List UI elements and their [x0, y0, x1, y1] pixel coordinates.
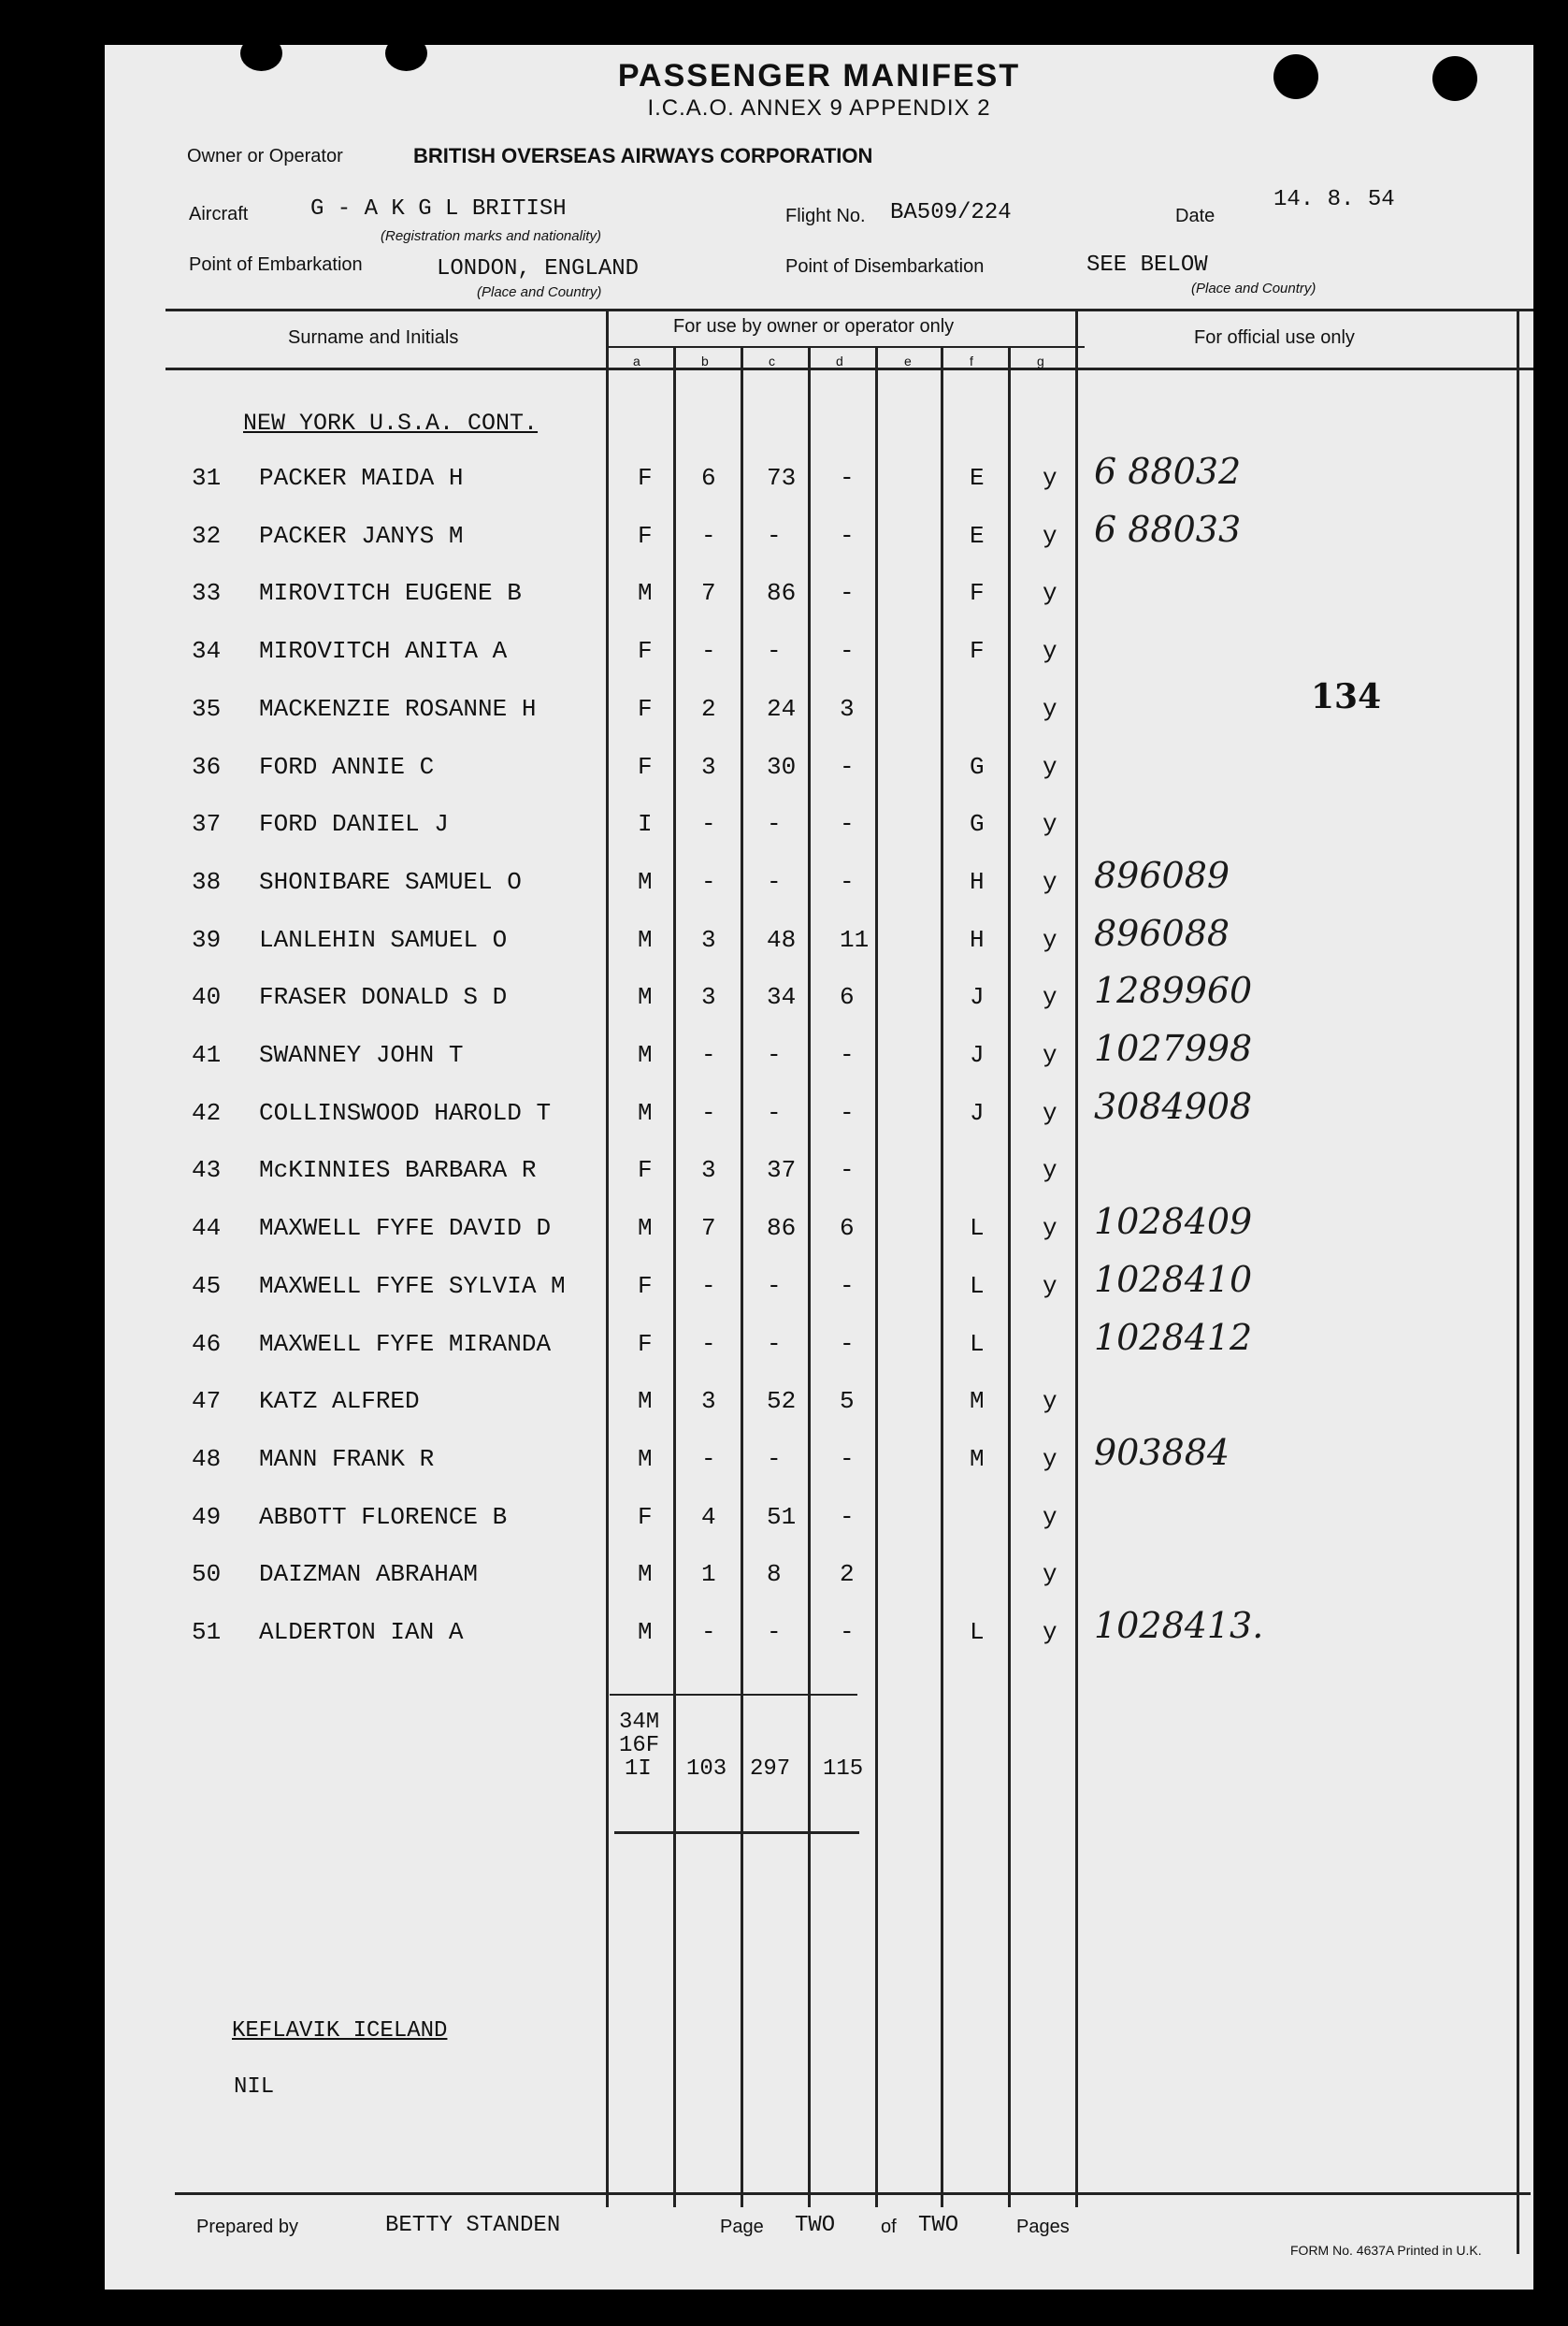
table-row: [105, 1201, 1533, 1251]
row-number: 50: [192, 1560, 222, 1589]
passenger-name: McKINNIES BARBARA R: [259, 1156, 537, 1185]
col-g-value: y: [1043, 637, 1057, 666]
subcol-e: e: [904, 354, 912, 368]
col-a-value: F: [638, 1271, 653, 1300]
col-c-value: -: [767, 1329, 782, 1358]
col-b-value: -: [701, 1618, 716, 1646]
col-c-value: 86: [767, 1214, 797, 1243]
col-b-value: -: [701, 521, 716, 550]
col-a-value: M: [638, 579, 653, 608]
subcol-b: b: [701, 354, 709, 368]
col-c-value: 8: [767, 1560, 782, 1589]
row-number: 42: [192, 1098, 222, 1127]
col-g-value: y: [1043, 521, 1057, 550]
passenger-name: LANLEHIN SAMUEL O: [259, 925, 508, 954]
col-b-value: -: [701, 1271, 716, 1300]
subcol-c: c: [769, 354, 775, 368]
disembarkation-value: SEE BELOW: [1086, 253, 1208, 278]
table-row: [105, 579, 1533, 616]
col-c-value: -: [767, 1098, 782, 1127]
col-d-value: -: [840, 637, 855, 666]
col-d-value: 11: [840, 925, 870, 954]
operator-header: For use by owner or operator only: [673, 316, 955, 337]
row-number: 31: [192, 464, 222, 492]
col-d-value: 6: [840, 983, 855, 1012]
prepared-value: BETTY STANDEN: [385, 2213, 561, 2238]
col-a-value: M: [638, 867, 653, 896]
col-b-value: 6: [701, 464, 716, 492]
passenger-name: PACKER JANYS M: [259, 521, 464, 550]
total-female: 16F: [619, 1733, 660, 1758]
col-d-value: -: [840, 1098, 855, 1127]
col-a-value: F: [638, 464, 653, 492]
col-b-value: 3: [701, 1156, 716, 1185]
passenger-name: ABBOTT FLORENCE B: [259, 1502, 508, 1531]
col-a-value: F: [638, 637, 653, 666]
passenger-name: MAXWELL FYFE DAVID D: [259, 1214, 552, 1243]
col-b-value: -: [701, 637, 716, 666]
col-d-value: -: [840, 1618, 855, 1646]
subcol-f: f: [970, 354, 973, 368]
subcol-g: g: [1037, 354, 1044, 368]
col-f-value: L: [970, 1214, 985, 1243]
col-a-value: I: [638, 810, 653, 839]
col-d-value: 5: [840, 1387, 855, 1416]
passenger-name: FORD ANNIE C: [259, 752, 435, 781]
col-b-value: -: [701, 1041, 716, 1069]
disembarkation-note: (Place and Country): [1191, 281, 1316, 296]
col-a-value: M: [638, 1618, 653, 1646]
table-row: [105, 1085, 1533, 1136]
row-number: 35: [192, 694, 222, 723]
date-label: Date: [1175, 206, 1216, 226]
table-row: [105, 1258, 1533, 1309]
col-c-value: 48: [767, 925, 797, 954]
table-row: [105, 753, 1533, 790]
table-row: [105, 1156, 1533, 1193]
col-g-value: y: [1043, 694, 1057, 723]
col-f-value: G: [970, 752, 985, 781]
passenger-name: DAIZMAN ABRAHAM: [259, 1560, 479, 1589]
of-label: of: [881, 2217, 897, 2237]
handwritten-ticket-number: 6 88032: [1094, 451, 1242, 492]
col-c-value: -: [767, 867, 782, 896]
passenger-name: MIROVITCH EUGENE B: [259, 579, 522, 608]
col-g-value: y: [1043, 464, 1057, 492]
row-number: 37: [192, 810, 222, 839]
table-row: [105, 912, 1533, 963]
col-f-value: M: [970, 1444, 985, 1473]
table-row: [105, 1560, 1533, 1597]
col-c-value: -: [767, 1041, 782, 1069]
col-f-value: F: [970, 637, 985, 666]
passenger-name: SHONIBARE SAMUEL O: [259, 867, 522, 896]
owner-label: Owner or Operator: [187, 146, 343, 166]
col-f-value: H: [970, 867, 985, 896]
col-c-value: 30: [767, 752, 797, 781]
col-g-value: y: [1043, 1041, 1057, 1069]
col-a-value: M: [638, 1098, 653, 1127]
col-a-value: M: [638, 925, 653, 954]
col-a-value: M: [638, 1214, 653, 1243]
handwritten-ticket-number: 1027998: [1094, 1028, 1253, 1069]
col-a-value: F: [638, 521, 653, 550]
col-a-value: M: [638, 1444, 653, 1473]
col-c-value: 52: [767, 1387, 797, 1416]
surname-header: Surname and Initials: [288, 327, 459, 348]
row-number: 38: [192, 867, 222, 896]
passenger-name: MIROVITCH ANITA A: [259, 637, 508, 666]
handwritten-ticket-number: 1028413.: [1094, 1605, 1264, 1646]
col-f-value: L: [970, 1618, 985, 1646]
col-g-value: y: [1043, 1444, 1057, 1473]
passenger-name: COLLINSWOOD HAROLD T: [259, 1098, 552, 1127]
col-d-value: -: [840, 1041, 855, 1069]
table-row: [105, 1605, 1533, 1655]
col-f-value: H: [970, 925, 985, 954]
col-g-value: y: [1043, 1560, 1057, 1589]
col-a-value: F: [638, 694, 653, 723]
col-d-value: 6: [840, 1214, 855, 1243]
row-number: 51: [192, 1618, 222, 1646]
handwritten-ticket-number: 6 88033: [1094, 508, 1242, 550]
passenger-name: FRASER DONALD S D: [259, 983, 508, 1012]
aircraft-value: G - A K G L BRITISH: [310, 196, 567, 222]
page-label: Page: [720, 2217, 764, 2237]
row-number: 39: [192, 925, 222, 954]
row-number: 32: [192, 521, 222, 550]
col-c-value: -: [767, 810, 782, 839]
col-b-value: 4: [701, 1502, 716, 1531]
table-row: [105, 1431, 1533, 1482]
official-header: For official use only: [1194, 327, 1355, 348]
section-heading: NEW YORK U.S.A. CONT.: [243, 410, 539, 437]
col-f-value: J: [970, 1098, 985, 1127]
table-row: [105, 854, 1533, 905]
table-row: [105, 637, 1533, 674]
col-d-value: -: [840, 867, 855, 896]
col-d-value: -: [840, 810, 855, 839]
col-b-value: 3: [701, 1387, 716, 1416]
pages-label: Pages: [1016, 2217, 1070, 2237]
col-f-value: J: [970, 1041, 985, 1069]
subcol-a: a: [633, 354, 640, 368]
col-f-value: G: [970, 810, 985, 839]
col-b-value: 7: [701, 579, 716, 608]
col-a-value: F: [638, 1329, 653, 1358]
total-c: 297: [750, 1756, 791, 1782]
second-section-heading: KEFLAVIK ICELAND: [232, 2018, 448, 2044]
document-subtitle: I.C.A.O. ANNEX 9 APPENDIX 2: [647, 95, 991, 121]
handwritten-ticket-number: 896088: [1094, 912, 1230, 954]
date-value: 14. 8. 54: [1273, 187, 1395, 212]
col-c-value: 24: [767, 694, 797, 723]
passenger-name: MAXWELL FYFE SYLVIA M: [259, 1271, 566, 1300]
col-a-value: M: [638, 1387, 653, 1416]
handwritten-ticket-number: 1028410: [1094, 1258, 1253, 1300]
col-f-value: M: [970, 1387, 985, 1416]
col-c-value: 37: [767, 1156, 797, 1185]
col-c-value: -: [767, 1444, 782, 1473]
col-f-value: L: [970, 1329, 985, 1358]
col-d-value: 3: [840, 694, 855, 723]
row-number: 49: [192, 1502, 222, 1531]
table-row: [105, 1028, 1533, 1078]
col-b-value: 7: [701, 1214, 716, 1243]
prepared-label: Prepared by: [196, 2217, 298, 2237]
second-section-value: NIL: [234, 2074, 275, 2100]
col-f-value: L: [970, 1271, 985, 1300]
passenger-name: MAXWELL FYFE MIRANDA: [259, 1329, 552, 1358]
col-d-value: -: [840, 1502, 855, 1531]
col-c-value: -: [767, 1618, 782, 1646]
col-f-value: E: [970, 464, 985, 492]
row-number: 41: [192, 1041, 222, 1069]
col-a-value: M: [638, 1041, 653, 1069]
flight-value: BA509/224: [890, 200, 1012, 225]
col-a-value: F: [638, 1156, 653, 1185]
col-c-value: -: [767, 521, 782, 550]
flight-label: Flight No.: [785, 206, 866, 226]
row-number: 43: [192, 1156, 222, 1185]
passenger-name: SWANNEY JOHN T: [259, 1041, 464, 1069]
col-c-value: 86: [767, 579, 797, 608]
col-f-value: J: [970, 983, 985, 1012]
col-c-value: -: [767, 637, 782, 666]
col-d-value: -: [840, 1271, 855, 1300]
page-stamp-number: 134: [1311, 677, 1382, 716]
col-b-value: 3: [701, 925, 716, 954]
total-b: 103: [686, 1756, 727, 1782]
manifest-page: [105, 45, 1533, 2290]
col-b-value: -: [701, 1444, 716, 1473]
col-f-value: F: [970, 579, 985, 608]
total-male: 34M: [619, 1710, 660, 1735]
col-d-value: -: [840, 1156, 855, 1185]
subcol-d: d: [836, 354, 843, 368]
col-b-value: -: [701, 1098, 716, 1127]
col-b-value: 3: [701, 983, 716, 1012]
row-number: 48: [192, 1444, 222, 1473]
rule: [608, 346, 1085, 348]
table-row: [105, 810, 1533, 847]
disembarkation-label: Point of Disembarkation: [785, 256, 985, 277]
passenger-name: MACKENZIE ROSANNE H: [259, 694, 537, 723]
passenger-name: MANN FRANK R: [259, 1444, 435, 1473]
col-b-value: -: [701, 810, 716, 839]
total-a: 1I: [625, 1756, 652, 1782]
of-value: TWO: [918, 2213, 959, 2238]
row-number: 47: [192, 1387, 222, 1416]
col-b-value: 2: [701, 694, 716, 723]
col-b-value: -: [701, 1329, 716, 1358]
col-b-value: -: [701, 867, 716, 896]
rule: [165, 309, 1533, 311]
col-d-value: -: [840, 1329, 855, 1358]
col-d-value: -: [840, 579, 855, 608]
col-g-value: y: [1043, 867, 1057, 896]
row-number: 34: [192, 637, 222, 666]
aircraft-label: Aircraft: [189, 204, 249, 224]
handwritten-ticket-number: 1289960: [1094, 970, 1253, 1012]
col-b-value: 3: [701, 752, 716, 781]
table-row: [105, 1316, 1533, 1367]
col-d-value: -: [840, 1444, 855, 1473]
col-a-value: M: [638, 1560, 653, 1589]
row-number: 33: [192, 579, 222, 608]
handwritten-ticket-number: 1028412: [1094, 1316, 1253, 1358]
col-d-value: -: [840, 752, 855, 781]
table-row: [105, 1387, 1533, 1424]
handwritten-ticket-number: 903884: [1094, 1431, 1230, 1473]
table-row: [105, 508, 1533, 559]
passenger-name: ALDERTON IAN A: [259, 1618, 464, 1646]
owner-value: BRITISH OVERSEAS AIRWAYS CORPORATION: [413, 144, 873, 167]
rule: [175, 2192, 1531, 2195]
col-g-value: y: [1043, 1271, 1057, 1300]
col-d-value: -: [840, 521, 855, 550]
registration-note: (Registration marks and nationality): [381, 228, 601, 244]
passenger-name: FORD DANIEL J: [259, 810, 449, 839]
embarkation-label: Point of Embarkation: [189, 254, 363, 275]
col-g-value: y: [1043, 1156, 1057, 1185]
table-row: [105, 970, 1533, 1020]
embarkation-note: (Place and Country): [477, 284, 602, 300]
col-c-value: 34: [767, 983, 797, 1012]
row-number: 44: [192, 1214, 222, 1243]
col-g-value: y: [1043, 752, 1057, 781]
rule: [614, 1831, 859, 1834]
row-number: 40: [192, 983, 222, 1012]
col-c-value: 51: [767, 1502, 797, 1531]
passenger-name: KATZ ALFRED: [259, 1387, 420, 1416]
col-b-value: 1: [701, 1560, 716, 1589]
col-d-value: -: [840, 464, 855, 492]
col-a-value: M: [638, 983, 653, 1012]
rule: [165, 368, 1533, 370]
handwritten-ticket-number: 896089: [1094, 854, 1230, 896]
total-d: 115: [823, 1756, 864, 1782]
col-g-value: y: [1043, 1618, 1057, 1646]
col-g-value: y: [1043, 579, 1057, 608]
col-g-value: y: [1043, 1387, 1057, 1416]
row-number: 36: [192, 752, 222, 781]
rule: [610, 1694, 857, 1696]
passenger-name: PACKER MAIDA H: [259, 464, 464, 492]
handwritten-ticket-number: 1028409: [1094, 1201, 1253, 1243]
col-g-value: y: [1043, 925, 1057, 954]
col-g-value: y: [1043, 983, 1057, 1012]
row-number: 46: [192, 1329, 222, 1358]
col-c-value: -: [767, 1271, 782, 1300]
embarkation-value: LONDON, ENGLAND: [437, 256, 640, 282]
handwritten-ticket-number: 3084908: [1094, 1085, 1253, 1127]
form-number: FORM No. 4637A Printed in U.K.: [1290, 2243, 1482, 2258]
col-g-value: y: [1043, 810, 1057, 839]
table-row: [105, 451, 1533, 501]
col-c-value: 73: [767, 464, 797, 492]
col-g-value: y: [1043, 1502, 1057, 1531]
col-d-value: 2: [840, 1560, 855, 1589]
page-value: TWO: [795, 2213, 836, 2238]
col-g-value: y: [1043, 1098, 1057, 1127]
col-a-value: F: [638, 752, 653, 781]
table-row: [105, 1503, 1533, 1540]
row-number: 45: [192, 1271, 222, 1300]
document-title: PASSENGER MANIFEST: [617, 58, 1021, 94]
col-a-value: F: [638, 1502, 653, 1531]
col-f-value: E: [970, 521, 985, 550]
col-g-value: y: [1043, 1214, 1057, 1243]
